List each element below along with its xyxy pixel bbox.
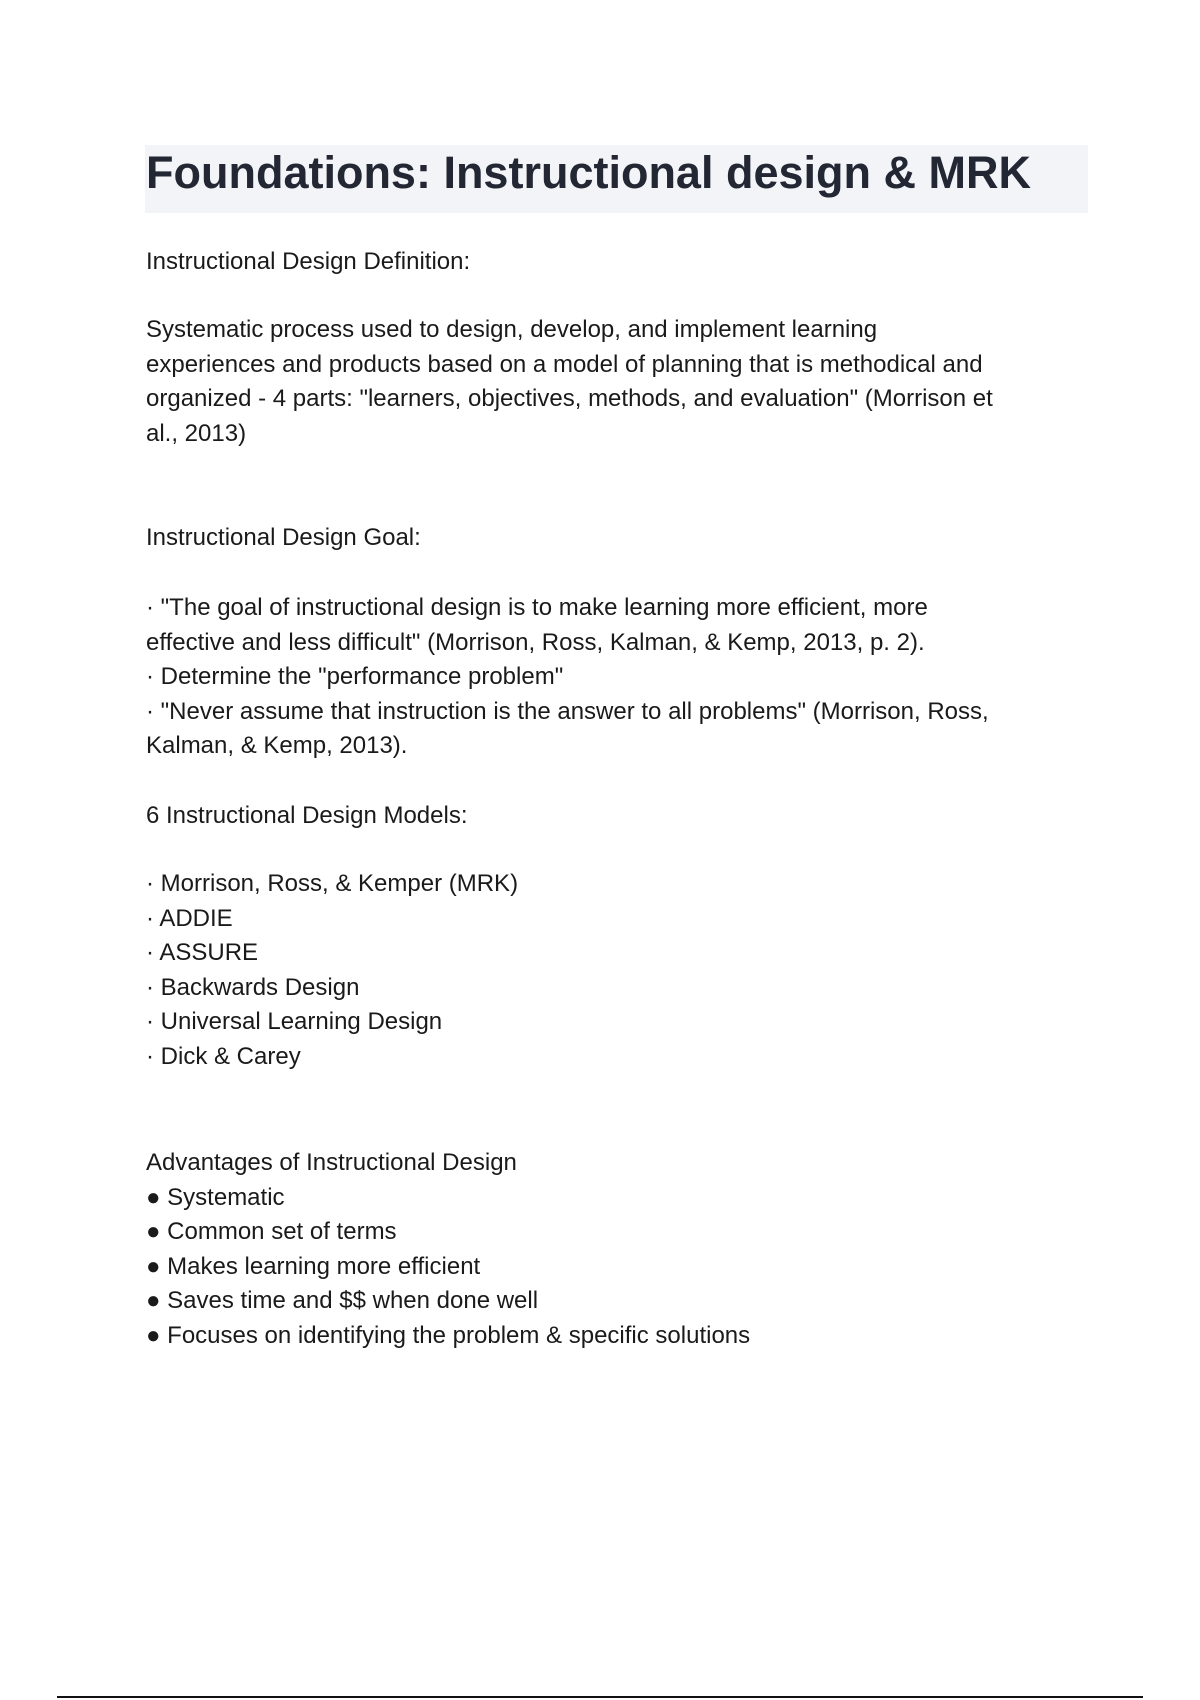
goal-line: · Determine the "performance problem" — [146, 663, 564, 691]
goal-line: · "Never assume that instruction is the answer to all problems" (Morrison, Ross, — [146, 697, 989, 725]
definition-line: experiences and products based on a model of planning that is methodical and — [146, 350, 983, 378]
list-item: ● Focuses on identifying the problem & specific solutions — [146, 1321, 751, 1349]
footer-divider — [57, 1696, 1143, 1698]
list-item: ● Saves time and $$ when done well — [146, 1287, 539, 1315]
goal-line: effective and less difficult" (Morrison, Ross, Kalman, & Kemp, 2013, p. 2). — [146, 628, 925, 656]
list-item: · ADDIE — [146, 904, 233, 932]
definition-paragraph — [146, 313, 1086, 451]
goal-line: Kalman, & Kemp, 2013). — [146, 732, 408, 760]
list-item: ● Makes learning more efficient — [146, 1252, 481, 1280]
list-item: · Morrison, Ross, & Kemper (MRK) — [146, 870, 519, 897]
goal-heading — [146, 521, 1086, 556]
definition-heading — [146, 245, 1086, 280]
list-item: · Dick & Carey — [146, 1042, 301, 1070]
list-item: ● Systematic — [146, 1183, 285, 1211]
definition-line: al., 2013) — [146, 419, 247, 447]
goal-line: · "The goal of instructional design is to make learning more efficient, more — [146, 594, 928, 621]
list-item: · ASSURE — [146, 939, 259, 967]
models-heading — [146, 799, 1086, 834]
page-title: Foundations: Instructional design & MRK — [146, 147, 1031, 198]
advantages-heading: Advantages of Instructional Design — [146, 1149, 517, 1176]
models-heading-text: 6 Instructional Design Models: — [146, 802, 468, 829]
advantages-section — [146, 1146, 1086, 1354]
list-item: · Backwards Design — [146, 973, 360, 1001]
definition-line: organized - 4 parts: "learners, objectives, methods, and evaluation" (Morrison et — [146, 385, 993, 413]
definition-line: Systematic process used to design, develop, and implement learning — [146, 316, 878, 343]
models-list — [146, 867, 1086, 1075]
definition-heading-text: Instructional Design Definition: — [146, 248, 471, 275]
goal-heading-text: Instructional Design Goal: — [146, 524, 421, 551]
list-item: · Universal Learning Design — [146, 1008, 443, 1036]
goal-paragraph — [146, 591, 1086, 764]
list-item: ● Common set of terms — [146, 1218, 397, 1246]
